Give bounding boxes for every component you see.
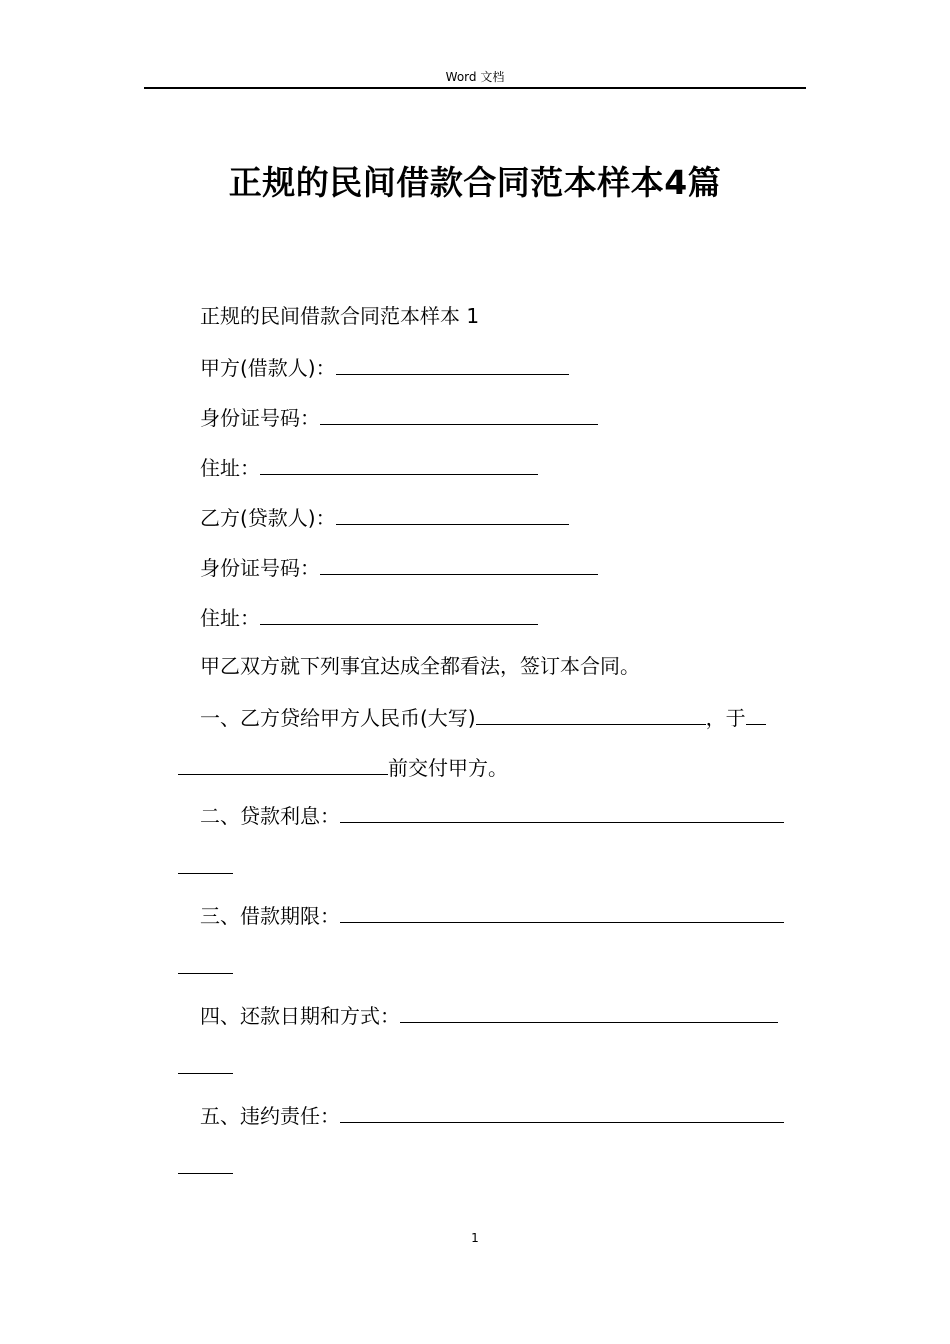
document-header: Word 文档 <box>445 70 505 84</box>
interest-label: 二、贷款利息： <box>200 804 340 828</box>
id-number-label-2: 身份证号码： <box>200 556 320 580</box>
date-blank <box>178 754 388 775</box>
id-number-row-2 <box>200 554 598 580</box>
clause-1-continuation <box>178 754 508 780</box>
clause-5-row <box>200 1102 784 1128</box>
document-title: 正规的民间借款合同范本样本4篇 <box>228 163 722 202</box>
liability-blank <box>340 1102 784 1123</box>
party-b-blank <box>336 504 569 525</box>
party-b-label: 乙方(贷款人)： <box>200 506 336 530</box>
interest-blank-continuation <box>178 873 233 874</box>
address-row-1 <box>200 454 538 480</box>
id-number-blank-1 <box>320 404 598 425</box>
term-label: 三、借款期限： <box>200 904 340 928</box>
clause-1-date-label: ，于 <box>705 706 746 730</box>
contract-subtitle: 正规的民间借款合同范本样本 1 <box>200 304 480 328</box>
interest-blank <box>340 802 784 823</box>
page-number: 1 <box>471 1231 479 1245</box>
liability-label: 五、违约责任： <box>200 1104 340 1128</box>
address-label-1: 住址： <box>200 456 260 480</box>
address-row-2 <box>200 604 538 630</box>
id-number-row-1 <box>200 404 598 430</box>
agreement-statement: 甲乙双方就下列事宜达成全都看法，签订本合同。 <box>200 654 640 678</box>
repayment-blank <box>400 1002 778 1023</box>
date-blank-start <box>746 704 766 725</box>
party-b-row <box>200 504 569 530</box>
address-blank-2 <box>260 604 538 625</box>
address-blank-1 <box>260 454 538 475</box>
id-number-blank-2 <box>320 554 598 575</box>
id-number-label-1: 身份证号码： <box>200 406 320 430</box>
party-a-label: 甲方(借款人)： <box>200 356 336 380</box>
header-divider <box>144 87 806 89</box>
party-a-row <box>200 354 569 380</box>
repayment-label: 四、还款日期和方式： <box>200 1004 400 1028</box>
clause-1-end: 前交付甲方。 <box>388 756 508 780</box>
clause-1-row <box>200 704 766 730</box>
address-label-2: 住址： <box>200 606 260 630</box>
liability-blank-continuation <box>178 1173 233 1174</box>
repayment-blank-continuation <box>178 1073 233 1074</box>
amount-blank <box>476 704 706 725</box>
clause-4-row <box>200 1002 778 1028</box>
term-blank-continuation <box>178 973 233 974</box>
party-a-blank <box>336 354 569 375</box>
clause-3-row <box>200 902 784 928</box>
clause-2-row <box>200 802 784 828</box>
term-blank <box>340 902 784 923</box>
clause-1-text: 一、乙方贷给甲方人民币(大写) <box>200 706 476 730</box>
